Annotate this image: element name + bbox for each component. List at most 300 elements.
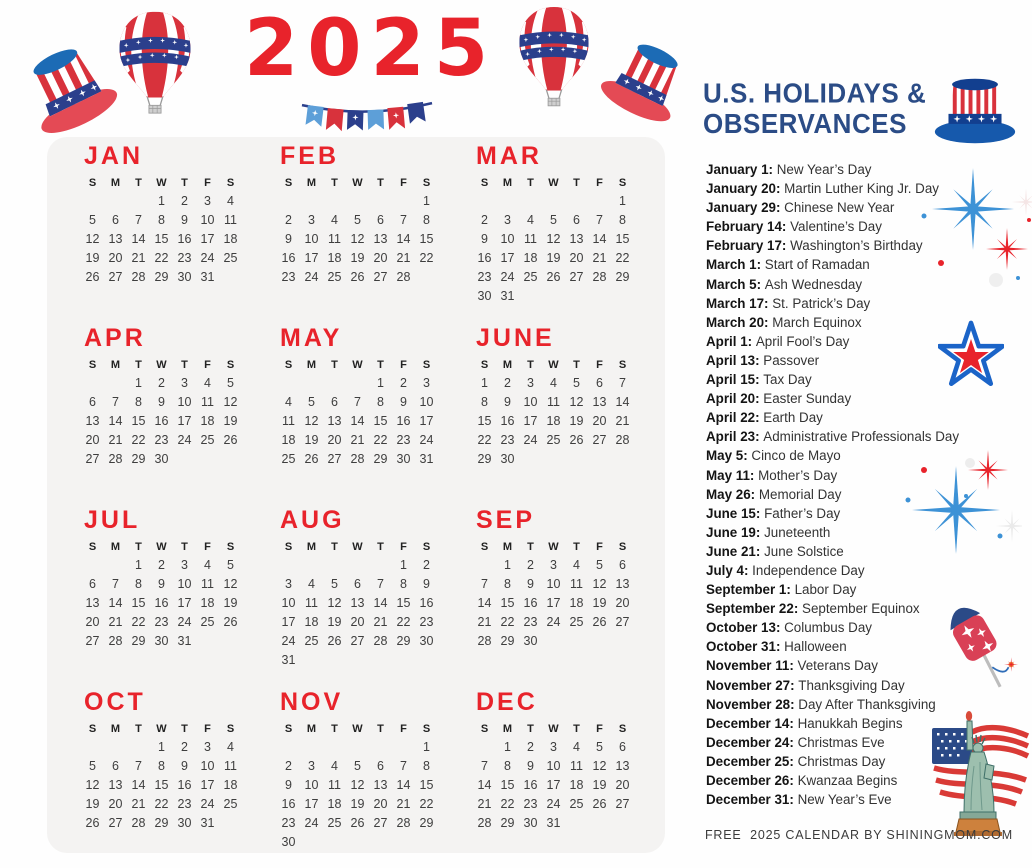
day-cell: 15 (500, 595, 515, 610)
day-cell: 2 (158, 557, 165, 572)
day-cell: 26 (327, 633, 342, 648)
holiday-name: Christmas Day (797, 753, 886, 769)
day-cell: 27 (569, 269, 584, 284)
weekday-header: T (331, 176, 338, 189)
month-title: JUL (84, 506, 141, 534)
month-feb (277, 143, 473, 325)
empty-day-cell (565, 286, 588, 305)
week-row (81, 411, 242, 430)
day-cell: 6 (377, 212, 384, 227)
week-row (81, 813, 242, 832)
weekday-header: F (596, 540, 603, 553)
week-row (81, 612, 242, 631)
empty-day-cell (277, 555, 300, 574)
day-cell: 21 (477, 796, 492, 811)
week-row (81, 593, 242, 612)
day-cell: 31 (500, 288, 515, 303)
week-row (473, 775, 634, 794)
day-cell: 19 (350, 250, 365, 265)
holiday-name: Thanksgiving Day (798, 677, 905, 693)
holiday-date: October 13: (706, 620, 785, 636)
day-cell: 27 (108, 269, 123, 284)
day-cell: 17 (500, 250, 515, 265)
empty-day-cell (588, 631, 611, 650)
day-cell: 31 (419, 451, 434, 466)
day-cell: 3 (423, 375, 430, 390)
empty-day-cell (542, 449, 565, 468)
weekday-header: M (110, 722, 121, 735)
day-cell: 16 (154, 595, 169, 610)
holiday-date: February 17: (706, 238, 791, 254)
empty-day-cell (369, 650, 392, 669)
day-cell: 18 (569, 777, 584, 792)
day-cell: 5 (227, 557, 234, 572)
holidays-title-line2: OBSERVANCES (703, 107, 907, 140)
month-title: DEC (476, 688, 538, 716)
month-title: AUG (280, 506, 345, 534)
day-cell: 29 (500, 633, 515, 648)
day-cell: 21 (108, 614, 123, 629)
day-cell: 19 (85, 250, 100, 265)
week-row (277, 832, 438, 851)
week-row (473, 756, 634, 775)
day-cell: 14 (477, 777, 492, 792)
weekday-header: T (573, 176, 580, 189)
day-cell: 23 (500, 432, 515, 447)
day-cell: 21 (373, 614, 388, 629)
day-cell: 30 (281, 834, 296, 849)
day-cell: 27 (85, 633, 100, 648)
month-title: NOV (280, 688, 344, 716)
day-cell: 26 (592, 614, 607, 629)
week-row (81, 191, 242, 210)
holiday-name: Christmas Eve (797, 734, 885, 750)
day-cell: 22 (154, 796, 169, 811)
holiday-date: April 23: (706, 429, 764, 445)
month-grid (473, 356, 634, 468)
day-cell: 8 (135, 394, 142, 409)
calendar-panel (47, 137, 665, 853)
holiday-date: September 1: (706, 582, 795, 598)
day-cell: 22 (500, 614, 515, 629)
day-cell: 27 (108, 815, 123, 830)
day-cell: 26 (85, 815, 100, 830)
day-cell: 25 (569, 614, 584, 629)
day-cell: 26 (350, 269, 365, 284)
week-row (473, 411, 634, 430)
weekday-header: T (377, 176, 384, 189)
weekday-header: M (502, 176, 513, 189)
week-row (81, 737, 242, 756)
day-cell: 29 (131, 451, 146, 466)
empty-day-cell (542, 286, 565, 305)
day-cell: 2 (527, 739, 534, 754)
holiday-date: May 11: (706, 467, 759, 483)
empty-day-cell (392, 191, 415, 210)
day-cell: 12 (223, 576, 238, 591)
day-cell: 24 (304, 269, 319, 284)
weekday-header: T (331, 540, 338, 553)
day-cell: 5 (354, 212, 361, 227)
day-cell: 2 (181, 193, 188, 208)
day-cell: 28 (615, 432, 630, 447)
holiday-name: September Equinox (802, 601, 920, 617)
day-cell: 20 (108, 250, 123, 265)
month-grid (277, 174, 438, 286)
holiday-item (706, 332, 1016, 351)
empty-day-cell (496, 191, 519, 210)
day-cell: 30 (154, 633, 169, 648)
week-row (473, 794, 634, 813)
month-title: JUNE (476, 324, 555, 352)
day-cell: 19 (569, 413, 584, 428)
holiday-list (706, 160, 1016, 809)
weekday-header: S (88, 358, 97, 371)
day-cell: 4 (331, 212, 338, 227)
day-cell: 8 (423, 212, 430, 227)
uncle-sam-hat-icon (586, 19, 705, 140)
day-cell: 26 (223, 614, 238, 629)
weekday-header: W (352, 176, 363, 189)
weekday-header: W (156, 540, 167, 553)
day-cell: 5 (596, 739, 603, 754)
holiday-name: Labor Day (794, 582, 857, 598)
day-cell: 4 (573, 557, 580, 572)
day-cell: 9 (481, 231, 488, 246)
day-cell: 23 (523, 796, 538, 811)
holiday-item (706, 599, 1016, 618)
weekday-header: T (331, 358, 338, 371)
day-cell: 13 (592, 394, 607, 409)
day-cell: 18 (327, 796, 342, 811)
month-jan (81, 143, 277, 325)
weekday-header: W (352, 722, 363, 735)
day-cell: 16 (419, 595, 434, 610)
weekday-header: F (400, 722, 407, 735)
holiday-item (706, 656, 1016, 675)
day-cell: 31 (546, 815, 561, 830)
weekday-header: T (377, 358, 384, 371)
month-sep (473, 507, 669, 689)
day-cell: 4 (285, 394, 292, 409)
empty-day-cell (323, 737, 346, 756)
holiday-name: Washington’s Birthday (790, 238, 923, 254)
month-june (473, 325, 669, 507)
empty-day-cell (565, 631, 588, 650)
week-row (473, 248, 634, 267)
day-cell: 14 (592, 231, 607, 246)
day-cell: 27 (615, 614, 630, 629)
day-cell: 16 (477, 250, 492, 265)
day-cell: 13 (615, 576, 630, 591)
day-cell: 27 (85, 451, 100, 466)
day-cell: 10 (546, 576, 561, 591)
week-row (81, 756, 242, 775)
holiday-item (706, 313, 1016, 332)
day-cell: 21 (131, 250, 146, 265)
holiday-date: May 5: (706, 448, 752, 464)
empty-day-cell (277, 737, 300, 756)
holiday-name: New Year’s Eve (797, 792, 892, 808)
day-cell: 30 (154, 451, 169, 466)
day-cell: 4 (204, 557, 211, 572)
day-cell: 11 (224, 212, 237, 227)
day-cell: 4 (550, 375, 557, 390)
weekday-header: S (226, 358, 235, 371)
day-cell: 18 (569, 595, 584, 610)
day-cell: 1 (423, 193, 430, 208)
day-cell: 28 (396, 815, 411, 830)
weekday-header: T (377, 540, 384, 553)
holiday-name: Start of Ramadan (764, 257, 870, 273)
day-cell: 24 (500, 269, 515, 284)
day-cell: 20 (592, 413, 607, 428)
holiday-date: December 31: (706, 792, 798, 808)
empty-day-cell (300, 737, 323, 756)
day-cell: 1 (377, 375, 384, 390)
week-row (277, 593, 438, 612)
day-cell: 25 (569, 796, 584, 811)
empty-day-cell (473, 555, 496, 574)
day-cell: 26 (592, 796, 607, 811)
week-row (277, 411, 438, 430)
day-cell: 24 (546, 614, 561, 629)
day-cell: 28 (108, 451, 123, 466)
holiday-item (706, 160, 1016, 179)
day-cell: 17 (419, 413, 434, 428)
empty-day-cell (346, 373, 369, 392)
day-cell: 16 (523, 595, 538, 610)
empty-day-cell (519, 449, 542, 468)
holiday-name: June Solstice (764, 543, 844, 559)
weekday-header: S (284, 722, 293, 735)
empty-day-cell (611, 449, 634, 468)
week-row (473, 612, 634, 631)
weekday-header: M (502, 358, 513, 371)
weekday-header: F (204, 358, 211, 371)
holiday-name: Columbus Day (784, 620, 872, 636)
holiday-item (706, 275, 1016, 294)
day-cell: 6 (354, 576, 361, 591)
month-title: SEP (476, 506, 536, 534)
day-cell: 23 (154, 614, 169, 629)
day-cell: 13 (108, 231, 123, 246)
day-cell: 23 (154, 432, 169, 447)
day-cell: 1 (158, 739, 165, 754)
day-cell: 27 (615, 796, 630, 811)
day-cell: 1 (135, 375, 142, 390)
day-cell: 19 (350, 796, 365, 811)
empty-day-cell (415, 650, 438, 669)
weekday-header: F (204, 722, 211, 735)
holiday-name: Independence Day (752, 562, 865, 578)
day-cell: 11 (201, 394, 214, 409)
day-cell: 22 (154, 250, 169, 265)
day-cell: 20 (615, 777, 630, 792)
day-cell: 23 (281, 815, 296, 830)
day-cell: 2 (285, 758, 292, 773)
day-cell: 7 (400, 758, 407, 773)
day-cell: 3 (181, 557, 188, 572)
day-cell: 2 (481, 212, 488, 227)
holiday-item (706, 389, 1016, 408)
day-cell: 7 (354, 394, 361, 409)
holiday-date: April 15: (706, 372, 764, 388)
day-cell: 7 (619, 375, 626, 390)
day-cell: 14 (396, 777, 411, 792)
day-cell: 5 (354, 758, 361, 773)
weekday-header: T (331, 722, 338, 735)
day-cell: 1 (400, 557, 407, 572)
empty-day-cell (565, 813, 588, 832)
day-cell: 22 (500, 796, 515, 811)
empty-day-cell (219, 813, 242, 832)
day-cell: 27 (327, 451, 342, 466)
month-title: MAY (280, 324, 343, 352)
weekday-header-row (277, 174, 438, 191)
holiday-date: December 25: (706, 753, 798, 769)
holiday-name: Ash Wednesday (764, 276, 863, 292)
day-cell: 8 (481, 394, 488, 409)
day-cell: 18 (200, 413, 215, 428)
holiday-name: Valentine’s Day (790, 219, 882, 235)
day-cell: 13 (615, 758, 630, 773)
empty-day-cell (392, 650, 415, 669)
week-row (473, 286, 634, 305)
day-cell: 12 (85, 777, 100, 792)
day-cell: 13 (373, 231, 388, 246)
weekday-header: S (480, 358, 489, 371)
weekday-header: S (618, 540, 627, 553)
weekday-header: F (596, 358, 603, 371)
week-row (277, 191, 438, 210)
day-cell: 1 (481, 375, 488, 390)
day-cell: 12 (592, 758, 607, 773)
day-cell: 17 (281, 614, 296, 629)
empty-day-cell (542, 191, 565, 210)
day-cell: 22 (131, 432, 146, 447)
week-row (277, 612, 438, 631)
day-cell: 29 (154, 815, 169, 830)
holiday-name: Father’s Day (764, 505, 841, 521)
day-cell: 27 (373, 269, 388, 284)
day-cell: 13 (569, 231, 584, 246)
day-cell: 18 (327, 250, 342, 265)
empty-day-cell (346, 555, 369, 574)
empty-day-cell (127, 191, 150, 210)
holiday-name: April Fool’s Day (755, 333, 850, 349)
weekday-header: M (110, 176, 121, 189)
day-cell: 30 (419, 633, 434, 648)
day-cell: 16 (154, 413, 169, 428)
day-cell: 24 (304, 815, 319, 830)
holiday-item (706, 504, 1016, 523)
holiday-item (706, 618, 1016, 637)
day-cell: 4 (227, 193, 234, 208)
empty-day-cell (369, 555, 392, 574)
week-row (277, 756, 438, 775)
weekday-header: W (352, 540, 363, 553)
holiday-item (706, 485, 1016, 504)
day-cell: 9 (158, 576, 165, 591)
holiday-item (706, 466, 1016, 485)
week-row (277, 813, 438, 832)
week-row (277, 267, 438, 286)
day-cell: 20 (373, 796, 388, 811)
day-cell: 6 (619, 557, 626, 572)
day-cell: 26 (546, 269, 561, 284)
day-cell: 5 (550, 212, 557, 227)
weekday-header: M (306, 722, 317, 735)
day-cell: 4 (204, 375, 211, 390)
day-cell: 11 (524, 231, 537, 246)
week-row (81, 631, 242, 650)
holiday-name: Mother’s Day (758, 467, 838, 483)
weekday-header: F (204, 540, 211, 553)
day-cell: 18 (523, 250, 538, 265)
day-cell: 22 (131, 614, 146, 629)
holiday-name: Day After Thanksgiving (798, 696, 936, 712)
day-cell: 1 (158, 193, 165, 208)
month-title: FEB (280, 142, 339, 170)
empty-day-cell (346, 191, 369, 210)
day-cell: 13 (350, 595, 365, 610)
empty-day-cell (104, 191, 127, 210)
holiday-item (706, 179, 1016, 198)
day-cell: 8 (158, 758, 165, 773)
weekday-header: M (306, 358, 317, 371)
day-cell: 8 (504, 576, 511, 591)
week-row (277, 449, 438, 468)
weekday-header: T (135, 540, 142, 553)
week-row (473, 574, 634, 593)
weekday-header-row (473, 174, 634, 191)
day-cell: 11 (328, 777, 341, 792)
holiday-item (706, 637, 1016, 656)
day-cell: 30 (523, 815, 538, 830)
day-cell: 13 (85, 413, 100, 428)
day-cell: 27 (592, 432, 607, 447)
empty-day-cell (323, 650, 346, 669)
weekday-header: T (135, 176, 142, 189)
day-cell: 1 (423, 739, 430, 754)
hot-air-balloon-icon (116, 10, 194, 114)
day-cell: 20 (108, 796, 123, 811)
day-cell: 6 (112, 212, 119, 227)
empty-day-cell (415, 267, 438, 286)
holiday-date: November 11: (706, 658, 798, 674)
day-cell: 21 (131, 796, 146, 811)
empty-day-cell (196, 631, 219, 650)
holiday-date: March 20: (706, 314, 773, 330)
empty-day-cell (323, 373, 346, 392)
weekday-header: F (596, 722, 603, 735)
day-cell: 5 (227, 375, 234, 390)
weekday-header: W (352, 358, 363, 371)
day-cell: 16 (396, 413, 411, 428)
empty-day-cell (346, 650, 369, 669)
day-cell: 28 (592, 269, 607, 284)
month-grid (81, 356, 242, 468)
hot-air-balloon-icon (516, 5, 592, 107)
uncle-sam-hat-icon (932, 66, 1018, 156)
holiday-name: Juneteenth (764, 524, 831, 540)
day-cell: 3 (527, 375, 534, 390)
day-cell: 1 (135, 557, 142, 572)
day-cell: 9 (158, 394, 165, 409)
empty-day-cell (323, 832, 346, 851)
day-cell: 18 (223, 231, 238, 246)
